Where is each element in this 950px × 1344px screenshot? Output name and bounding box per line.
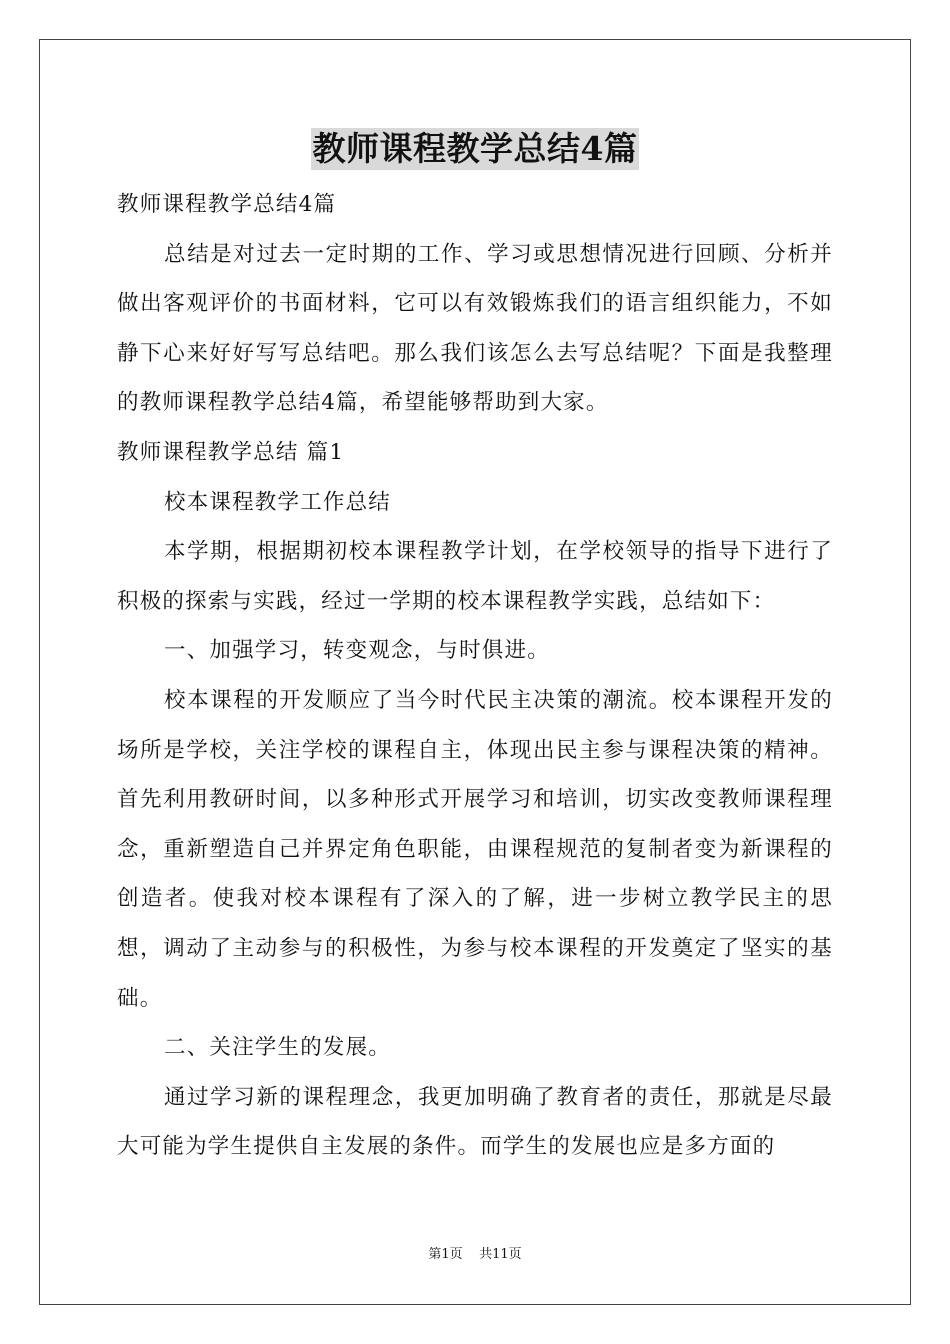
paragraph-point-2: 二、关注学生的发展。 xyxy=(164,1035,392,1061)
document-title: 教师课程教学总结4篇 xyxy=(312,129,638,168)
section-heading-1: 教师课程教学总结 篇1 xyxy=(117,439,345,465)
document-body xyxy=(117,180,833,1172)
paragraph-body: 本学期，根据期初校本课程教学计划，在学校领导的指导下进行了积极的探索与实践，经过一学期的校本课程教学实践，总结如下： xyxy=(117,539,833,614)
paragraph-heading: 教师课程教学总结4篇 xyxy=(117,192,337,217)
title-wrap xyxy=(0,128,950,170)
page-total: 共11页 xyxy=(479,1247,522,1262)
page-footer xyxy=(0,1246,950,1264)
page-number: 第1页 xyxy=(428,1247,463,1262)
paragraph-body: 通过学习新的课程理念，我更加明确了教育者的责任，那就是尽最大可能为学生提供自主发展的条件。而学生的发展也应是多方面的 xyxy=(117,1084,833,1160)
paragraph-body: 校本课程的开发顺应了当今时代民主决策的潮流。校本课程开发的场所是学校，关注学校的课程自主，体现出民主参与课程决策的精神。首先利用教研时间，以多种形式开展学习和培训，切实改变教师课程理念，重新塑造自己并界定角色职能，由课程规范的复制者变为新课程的创造者。使我对校本课程有了深入的了解，进一步树立教学民主的思想，调动了主动参与的积极性，为参与校本课程的开发奠定了坚实的基础。 xyxy=(117,687,833,1011)
paragraph-subtitle: 校本课程教学工作总结 xyxy=(164,489,392,515)
paragraph-point-1: 一、加强学习，转变观念，与时俱进。 xyxy=(164,638,550,664)
paragraph-intro: 总结是对过去一定时期的工作、学习或思想情况进行回顾、分析并做出客观评价的书面材料，它可以有效锻炼我们的语言组织能力，不如静下心来好好写写总结吧。那么我们该怎么去写总结呢？下面是我整理的教师课程教学总结4篇，希望能够帮助到大家。 xyxy=(117,241,833,416)
